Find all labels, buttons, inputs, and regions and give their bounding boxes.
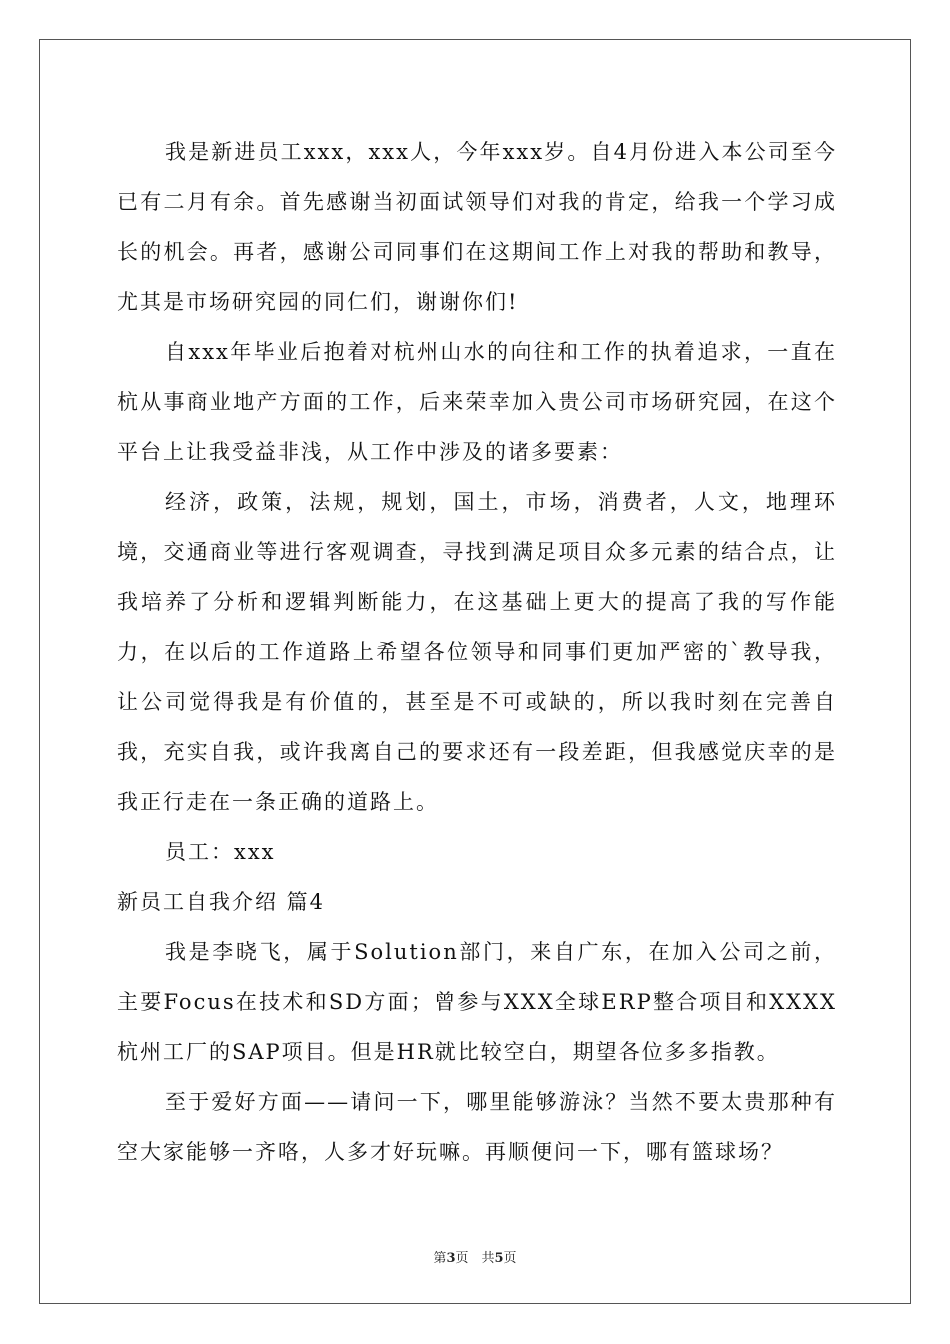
page-footer — [0, 1247, 950, 1266]
paragraph: 我是李晓飞，属于Solution部门，来自广东，在加入公司之前，主要Focus在技术和SD方面；曾参与XXX全球ERP整合项目和XXXX杭州工厂的SAP项目。但是HR就比较空白，期望各位多多指教。 — [117, 940, 837, 1064]
paragraph: 至于爱好方面——请问一下，哪里能够游泳？当然不要太贵那种有空大家能够一齐咯，人多才好玩嘛。再顺便问一下，哪有篮球场？ — [117, 1090, 837, 1164]
document-body — [117, 127, 837, 1177]
total-pages-number: 5 — [494, 1251, 504, 1266]
current-page-number: 3 — [446, 1251, 456, 1266]
footer-suffix: 页 — [503, 1251, 517, 1266]
paragraph: 经济，政策，法规，规划，国土，市场，消费者，人文，地理环境，交通商业等进行客观调查，寻找到满足项目众多元素的结合点，让我培养了分析和逻辑判断能力，在这基础上更大的提高了我的写作能力，在以后的工作道路上希望各位领导和同事们更加严密的`教导我，让公司觉得我是有价值的，甚至是不可或缺的，所以我时刻在完善自我，充实自我，或许我离自己的要求还有一段差距，但我感觉庆幸的是我正行走在一条正确的道路上。 — [117, 490, 837, 814]
paragraph: 自xxx年毕业后抱着对杭州山水的向往和工作的执着追求，一直在杭从事商业地产方面的工作，后来荣幸加入贵公司市场研究园，在这个平台上让我受益非浅，从工作中涉及的诸多要素： — [117, 340, 837, 464]
section-heading: 新员工自我介绍 篇4 — [117, 890, 326, 914]
signature-line: 员工：xxx — [165, 840, 276, 864]
paragraph: 我是新进员工xxx，xxx人，今年xxx岁。自4月份进入本公司至今已有二月有余。首先感谢当初面试领导们对我的肯定，给我一个学习成长的机会。再者，感谢公司同事们在这期间工作上对我的帮助和教导，尤其是市场研究园的同仁们，谢谢你们! — [117, 140, 837, 314]
footer-mid: 页 共 — [455, 1251, 495, 1266]
footer-prefix: 第 — [433, 1251, 447, 1266]
